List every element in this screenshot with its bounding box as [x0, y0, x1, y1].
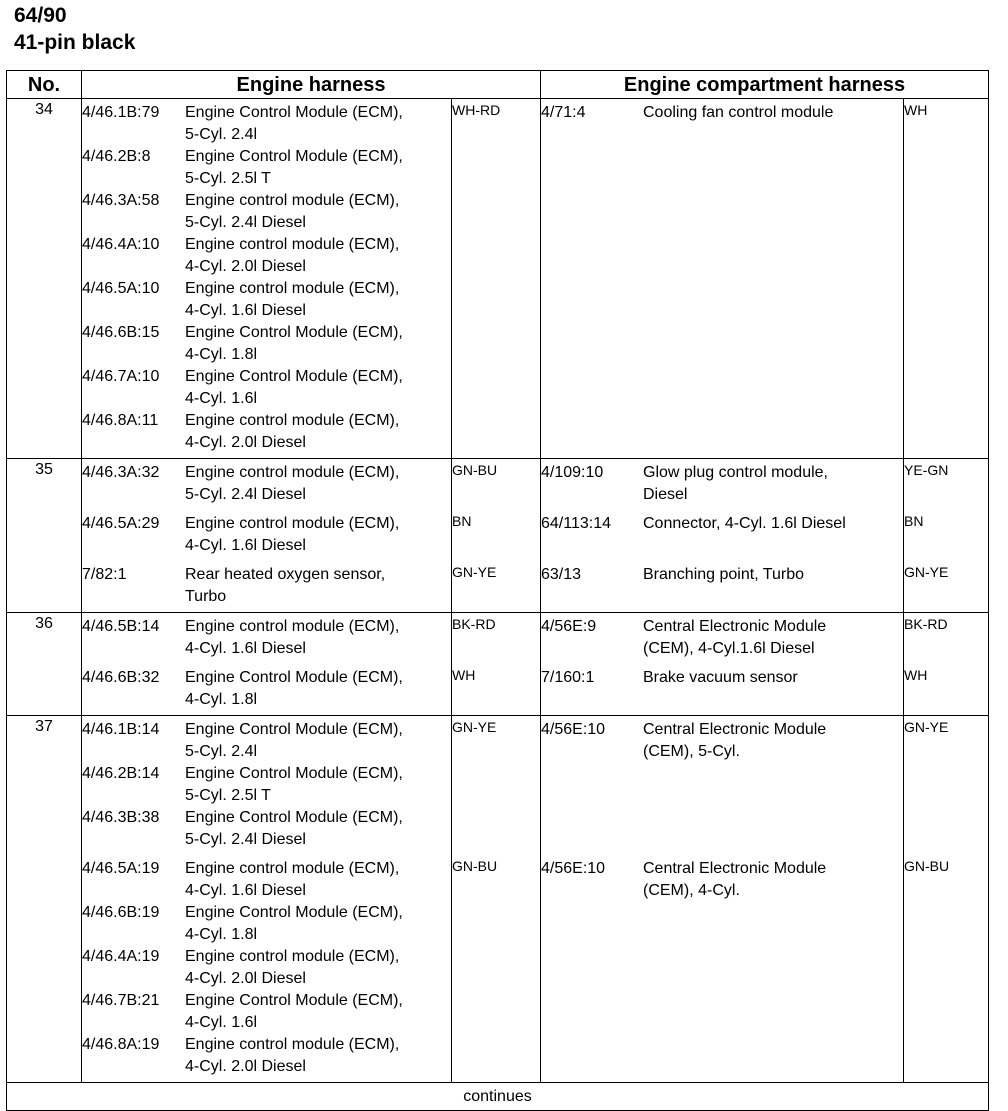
compartment-harness-entry [541, 858, 903, 902]
compartment-harness-entries [541, 716, 903, 767]
engine-harness-cell [82, 613, 452, 665]
engine-harness-entries [82, 561, 451, 612]
pin-number: 34 [7, 99, 82, 459]
engine-wire-color: WH [452, 664, 541, 716]
pin-number: 36 [7, 613, 82, 665]
compartment-harness-entries [541, 459, 903, 510]
component-code: 4/56E:10 [541, 721, 606, 738]
compartment-harness-cell [541, 716, 904, 856]
engine-harness-cell [82, 459, 452, 511]
compartment-harness-cell [541, 459, 904, 511]
component-description: Central Electronic Module (CEM), 4-Cyl.1.6l Diesel [643, 618, 827, 657]
engine-harness-entry [82, 763, 451, 807]
component-description: Glow plug control module, Diesel [643, 464, 828, 503]
compartment-harness-entries [541, 510, 903, 539]
column-header-engine-harness: Engine harness [82, 71, 541, 99]
engine-harness-entry [82, 513, 451, 557]
component-code: 7/82:1 [82, 566, 127, 583]
pin-number [7, 510, 82, 561]
component-description: Engine Control Module (ECM), 4-Cyl. 1.8l [185, 904, 403, 943]
compartment-harness-entries [541, 99, 903, 128]
compartment-harness-cell [541, 510, 904, 561]
engine-harness-entry [82, 462, 451, 506]
pin-number [7, 664, 82, 716]
component-description: Engine control module (ECM), 4-Cyl. 2.0l Diesel [185, 948, 400, 987]
table-header-row [7, 71, 989, 99]
component-code: 4/46.6B:32 [82, 669, 160, 686]
compartment-harness-entry [541, 616, 903, 660]
component-code: 4/46.3A:58 [82, 192, 160, 209]
component-description: Engine control module (ECM), 4-Cyl. 1.6l Diesel [185, 618, 400, 657]
compartment-wire-color: BN [904, 510, 989, 561]
component-description: Engine Control Module (ECM), 4-Cyl. 1.6l [185, 992, 403, 1031]
engine-harness-entries [82, 99, 451, 458]
component-description: Engine control module (ECM), 4-Cyl. 2.0l Diesel [185, 1036, 400, 1075]
component-code: 4/56E:10 [541, 860, 606, 877]
engine-harness-entry [82, 102, 451, 146]
component-description: Central Electronic Module (CEM), 5-Cyl. [643, 721, 827, 760]
engine-harness-entry [82, 234, 451, 278]
compartment-harness-cell [541, 855, 904, 1083]
connector-description: 41-pin black [14, 31, 136, 54]
engine-harness-entries [82, 855, 451, 1082]
component-description: Engine Control Module (ECM), 4-Cyl. 1.8l [185, 324, 403, 363]
table-row [7, 99, 989, 459]
compartment-wire-color: GN-YE [904, 716, 989, 856]
engine-harness-entry [82, 190, 451, 234]
component-code: 4/46.3A:32 [82, 464, 160, 481]
engine-harness-entry [82, 616, 451, 660]
pin-number: 35 [7, 459, 82, 511]
compartment-wire-color: BK-RD [904, 613, 989, 665]
engine-harness-entries [82, 459, 451, 510]
engine-harness-entry [82, 667, 451, 711]
compartment-harness-entries [541, 855, 903, 906]
engine-harness-entry [82, 858, 451, 902]
engine-harness-entry [82, 807, 451, 851]
component-code: 7/160:1 [541, 669, 595, 686]
component-code: 4/46.8A:11 [82, 412, 159, 429]
compartment-harness-cell [541, 99, 904, 459]
engine-wire-color: BK-RD [452, 613, 541, 665]
engine-harness-entries [82, 664, 451, 715]
component-description: Engine control module (ECM), 4-Cyl. 2.0l Diesel [185, 412, 400, 451]
component-code: 4/56E:9 [541, 618, 597, 635]
component-code: 64/113:14 [541, 515, 611, 532]
table-row [7, 855, 989, 1083]
component-code: 4/46.7A:10 [82, 368, 160, 385]
compartment-wire-color: YE-GN [904, 459, 989, 511]
compartment-harness-entry [541, 564, 903, 586]
pin-number: 37 [7, 716, 82, 856]
compartment-harness-entries [541, 664, 903, 693]
engine-harness-entry [82, 564, 451, 608]
component-description: Engine Control Module (ECM), 5-Cyl. 2.4l [185, 721, 403, 760]
component-code: 63/13 [541, 566, 582, 583]
component-code: 4/46.3B:38 [82, 809, 160, 826]
engine-harness-entry [82, 902, 451, 946]
compartment-harness-entry [541, 102, 903, 124]
engine-harness-entry [82, 278, 451, 322]
component-description: Rear heated oxygen sensor, Turbo [185, 566, 386, 605]
component-description: Engine Control Module (ECM), 5-Cyl. 2.4l Diesel [185, 809, 403, 848]
component-code: 4/46.6B:19 [82, 904, 160, 921]
component-code: 4/46.2B:14 [82, 765, 160, 782]
engine-harness-cell [82, 510, 452, 561]
component-description: Central Electronic Module (CEM), 4-Cyl. [643, 860, 827, 899]
component-code: 4/46.5A:10 [82, 280, 160, 297]
connector-id: 64/90 [14, 4, 67, 27]
compartment-harness-entries [541, 613, 903, 664]
engine-wire-color: WH-RD [452, 99, 541, 459]
engine-harness-cell [82, 99, 452, 459]
component-description: Engine control module (ECM), 4-Cyl. 1.6l Diesel [185, 280, 400, 319]
compartment-harness-entry [541, 462, 903, 506]
table-row [7, 561, 989, 613]
column-header-engine-compartment-harness: Engine compartment harness [541, 71, 989, 99]
component-description: Engine control module (ECM), 5-Cyl. 2.4l Diesel [185, 192, 400, 231]
engine-harness-cell [82, 716, 452, 856]
component-code: 4/46.7B:21 [82, 992, 160, 1009]
component-description: Engine Control Module (ECM), 4-Cyl. 1.8l [185, 669, 403, 708]
engine-harness-entries [82, 510, 451, 561]
component-code: 4/46.5B:14 [82, 618, 160, 635]
engine-harness-entry [82, 366, 451, 410]
component-description: Engine control module (ECM), 5-Cyl. 2.4l Diesel [185, 464, 400, 503]
compartment-wire-color: GN-BU [904, 855, 989, 1083]
compartment-harness-entries [541, 561, 903, 590]
compartment-harness-cell [541, 613, 904, 665]
engine-harness-entry [82, 719, 451, 763]
pin-table [6, 70, 989, 1111]
component-code: 4/109:10 [541, 464, 604, 481]
component-code: 4/46.5A:19 [82, 860, 160, 877]
component-code: 4/46.8A:19 [82, 1036, 160, 1053]
column-header-no: No. [7, 71, 82, 99]
compartment-harness-cell [541, 664, 904, 716]
pin-number [7, 855, 82, 1083]
component-code: 4/46.5A:29 [82, 515, 160, 532]
table-body [7, 99, 989, 1083]
component-description: Cooling fan control module [643, 104, 834, 121]
pin-number [7, 561, 82, 613]
compartment-wire-color: WH [904, 664, 989, 716]
compartment-harness-entry [541, 667, 903, 689]
engine-harness-entry [82, 990, 451, 1034]
engine-wire-color: BN [452, 510, 541, 561]
table-row [7, 716, 989, 856]
engine-harness-entry [82, 410, 451, 454]
engine-harness-entry [82, 946, 451, 990]
component-description: Engine Control Module (ECM), 4-Cyl. 1.6l [185, 368, 403, 407]
engine-wire-color: GN-BU [452, 459, 541, 511]
compartment-harness-cell [541, 561, 904, 613]
compartment-harness-entry [541, 513, 903, 535]
compartment-wire-color: GN-YE [904, 561, 989, 613]
continues-label: continues [7, 1083, 989, 1111]
engine-wire-color: GN-YE [452, 561, 541, 613]
engine-wire-color: GN-BU [452, 855, 541, 1083]
component-code: 4/46.2B:8 [82, 148, 151, 165]
engine-harness-cell [82, 561, 452, 613]
table-row [7, 613, 989, 665]
component-description: Engine Control Module (ECM), 5-Cyl. 2.4l [185, 104, 403, 143]
component-description: Engine control module (ECM), 4-Cyl. 2.0l Diesel [185, 236, 400, 275]
engine-harness-cell [82, 664, 452, 716]
component-code: 4/71:4 [541, 104, 586, 121]
component-description: Branching point, Turbo [643, 566, 804, 583]
engine-wire-color: GN-YE [452, 716, 541, 856]
engine-harness-entry [82, 146, 451, 190]
component-description: Connector, 4-Cyl. 1.6l Diesel [643, 515, 846, 532]
engine-harness-entry [82, 1034, 451, 1078]
table-row [7, 510, 989, 561]
component-description: Engine Control Module (ECM), 5-Cyl. 2.5l T [185, 765, 403, 804]
component-code: 4/46.4A:19 [82, 948, 160, 965]
engine-harness-cell [82, 855, 452, 1083]
component-description: Engine Control Module (ECM), 5-Cyl. 2.5l T [185, 148, 403, 187]
engine-harness-entries [82, 613, 451, 664]
component-code: 4/46.1B:14 [82, 721, 160, 738]
table-footer-row [7, 1083, 989, 1111]
table-row [7, 459, 989, 511]
component-code: 4/46.4A:10 [82, 236, 160, 253]
table-row [7, 664, 989, 716]
compartment-harness-entry [541, 719, 903, 763]
engine-harness-entries [82, 716, 451, 855]
compartment-wire-color: WH [904, 99, 989, 459]
component-description: Engine control module (ECM), 4-Cyl. 1.6l Diesel [185, 860, 400, 899]
component-description: Engine control module (ECM), 4-Cyl. 1.6l Diesel [185, 515, 400, 554]
component-code: 4/46.6B:15 [82, 324, 160, 341]
component-code: 4/46.1B:79 [82, 104, 160, 121]
engine-harness-entry [82, 322, 451, 366]
component-description: Brake vacuum sensor [643, 669, 798, 686]
